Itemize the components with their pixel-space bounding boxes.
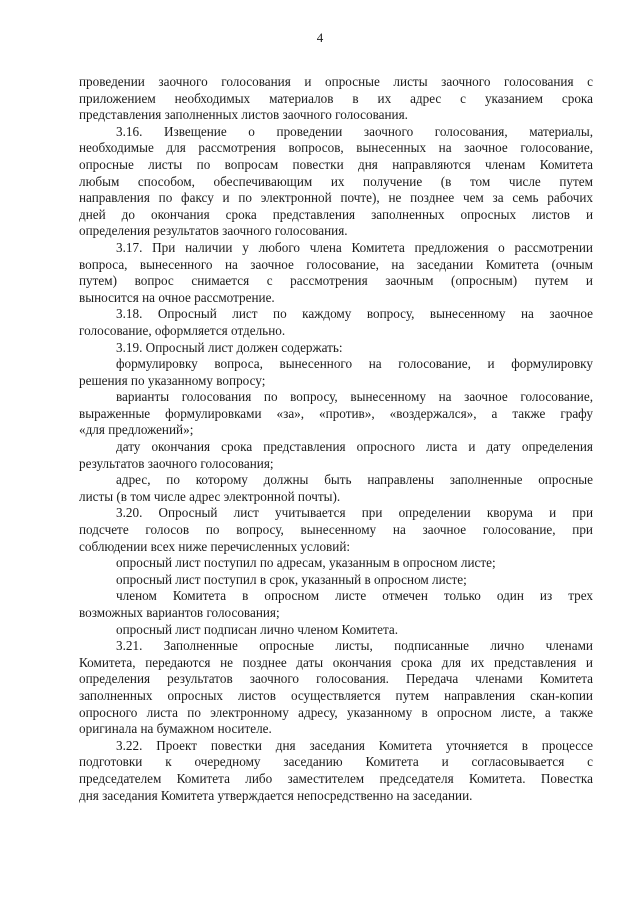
text-line: дату окончания срока представления опросного листа и дату определения [116, 439, 593, 455]
text-line: опросного листа по электронному адресу, указанному в опросном листе, а также [79, 704, 593, 720]
text-line: членом Комитета в опросном листе отмечен только один из трех [116, 588, 593, 604]
text-line: Комитета, передаются не позднее даты окончания срока для их представления и [79, 654, 593, 670]
text-line: проведении заочного голосования и опросные листы заочного голосования с [79, 74, 593, 89]
text-line: голосование, оформляется отдельно. [79, 322, 286, 338]
page-number: 4 [316, 30, 324, 45]
text-line: необходимые для рассмотрения вопросов, вынесенных на заочное голосование, [79, 140, 593, 156]
text-line: председателем Комитета либо заместителем председателя Комитета. Повестка [79, 770, 593, 786]
text-line: 3.20. Опросный лист учитывается при определении кворума и при [116, 505, 593, 521]
text-line: определения результатов заочного голосования. Передача членами Комитета [79, 671, 593, 687]
text-line: «для предложений»; [79, 422, 194, 438]
text-line: подготовки к очередному заседанию Комитета и согласовывается с [79, 754, 593, 770]
text-line: вопроса, вынесенного на заочное голосование, на заседании Комитета (очным [79, 256, 593, 272]
text-line: представления заполненных листов заочного голосования. [79, 107, 408, 123]
body-text [79, 74, 593, 804]
text-line: соблюдении всех ниже перечисленных условий: [79, 538, 351, 554]
text-line: опросный лист поступил в срок, указанный в опросном листе; [116, 571, 467, 587]
text-line: дня заседания Комитета утверждается непосредственно на заседании. [79, 787, 473, 803]
text-line: возможных вариантов голосования; [79, 605, 280, 620]
text-line: 3.21. Заполненные опросные листы, подписанные лично членами [116, 638, 593, 654]
text-line: формулировку вопроса, вынесенного на голосование, и формулировку [116, 356, 593, 372]
text-line: путем) вопрос снимается с рассмотрения заочным (опросным) путем и [79, 273, 593, 289]
text-line: выраженные формулировками «за», «против», «воздержался», а также графу [79, 405, 593, 421]
text-line: опросный лист поступил по адресам, указанным в опросном листе; [116, 555, 496, 571]
text-line: заполненных опросных листов осуществляется путем направления скан-копии [79, 687, 593, 703]
text-line: любым способом, обеспечивающим их получение (в том числе путем [79, 173, 593, 189]
text-line: 3.18. Опросный лист по каждому вопросу, вынесенному на заочное [116, 306, 593, 322]
text-line: выносится на очное рассмотрение. [79, 289, 275, 305]
text-line: дней до окончания срока представления заполненных опросных листов и [79, 206, 593, 222]
text-line: направления по факсу и по электронной почте), не позднее чем за семь рабочих [79, 190, 593, 206]
text-line: 3.19. Опросный лист должен содержать: [116, 339, 343, 355]
text-line: результатов заочного голосования; [79, 455, 274, 471]
text-line: адрес, по которому должны быть направлены заполненные опросные [116, 472, 593, 488]
text-line: опросный лист подписан лично членом Комитета. [116, 621, 399, 637]
text-line: 3.16. Извещение о проведении заочного голосования, материалы, [116, 123, 593, 139]
text-line: опросные листы по вопросам повестки дня направляются членам Комитета [79, 156, 593, 172]
text-line: листы (в том числе адрес электронной почты). [79, 488, 341, 504]
text-line: 3.22. Проект повестки дня заседания Комитета уточняется в процессе [116, 737, 593, 753]
text-line: определения результатов заочного голосования. [79, 223, 348, 239]
text-line: варианты голосования по вопросу, вынесенному на заочное голосование, [116, 389, 593, 405]
text-line: решения по указанному вопросу; [79, 372, 266, 388]
text-line: приложением необходимых материалов в их адрес с указанием срока [79, 90, 593, 106]
text-line: подсчете голосов по вопросу, вынесенному на заочное голосование, при [79, 522, 593, 538]
text-line: 3.17. При наличии у любого члена Комитета предложения о рассмотрении [116, 239, 593, 255]
text-line: оригинала на бумажном носителе. [79, 721, 272, 737]
